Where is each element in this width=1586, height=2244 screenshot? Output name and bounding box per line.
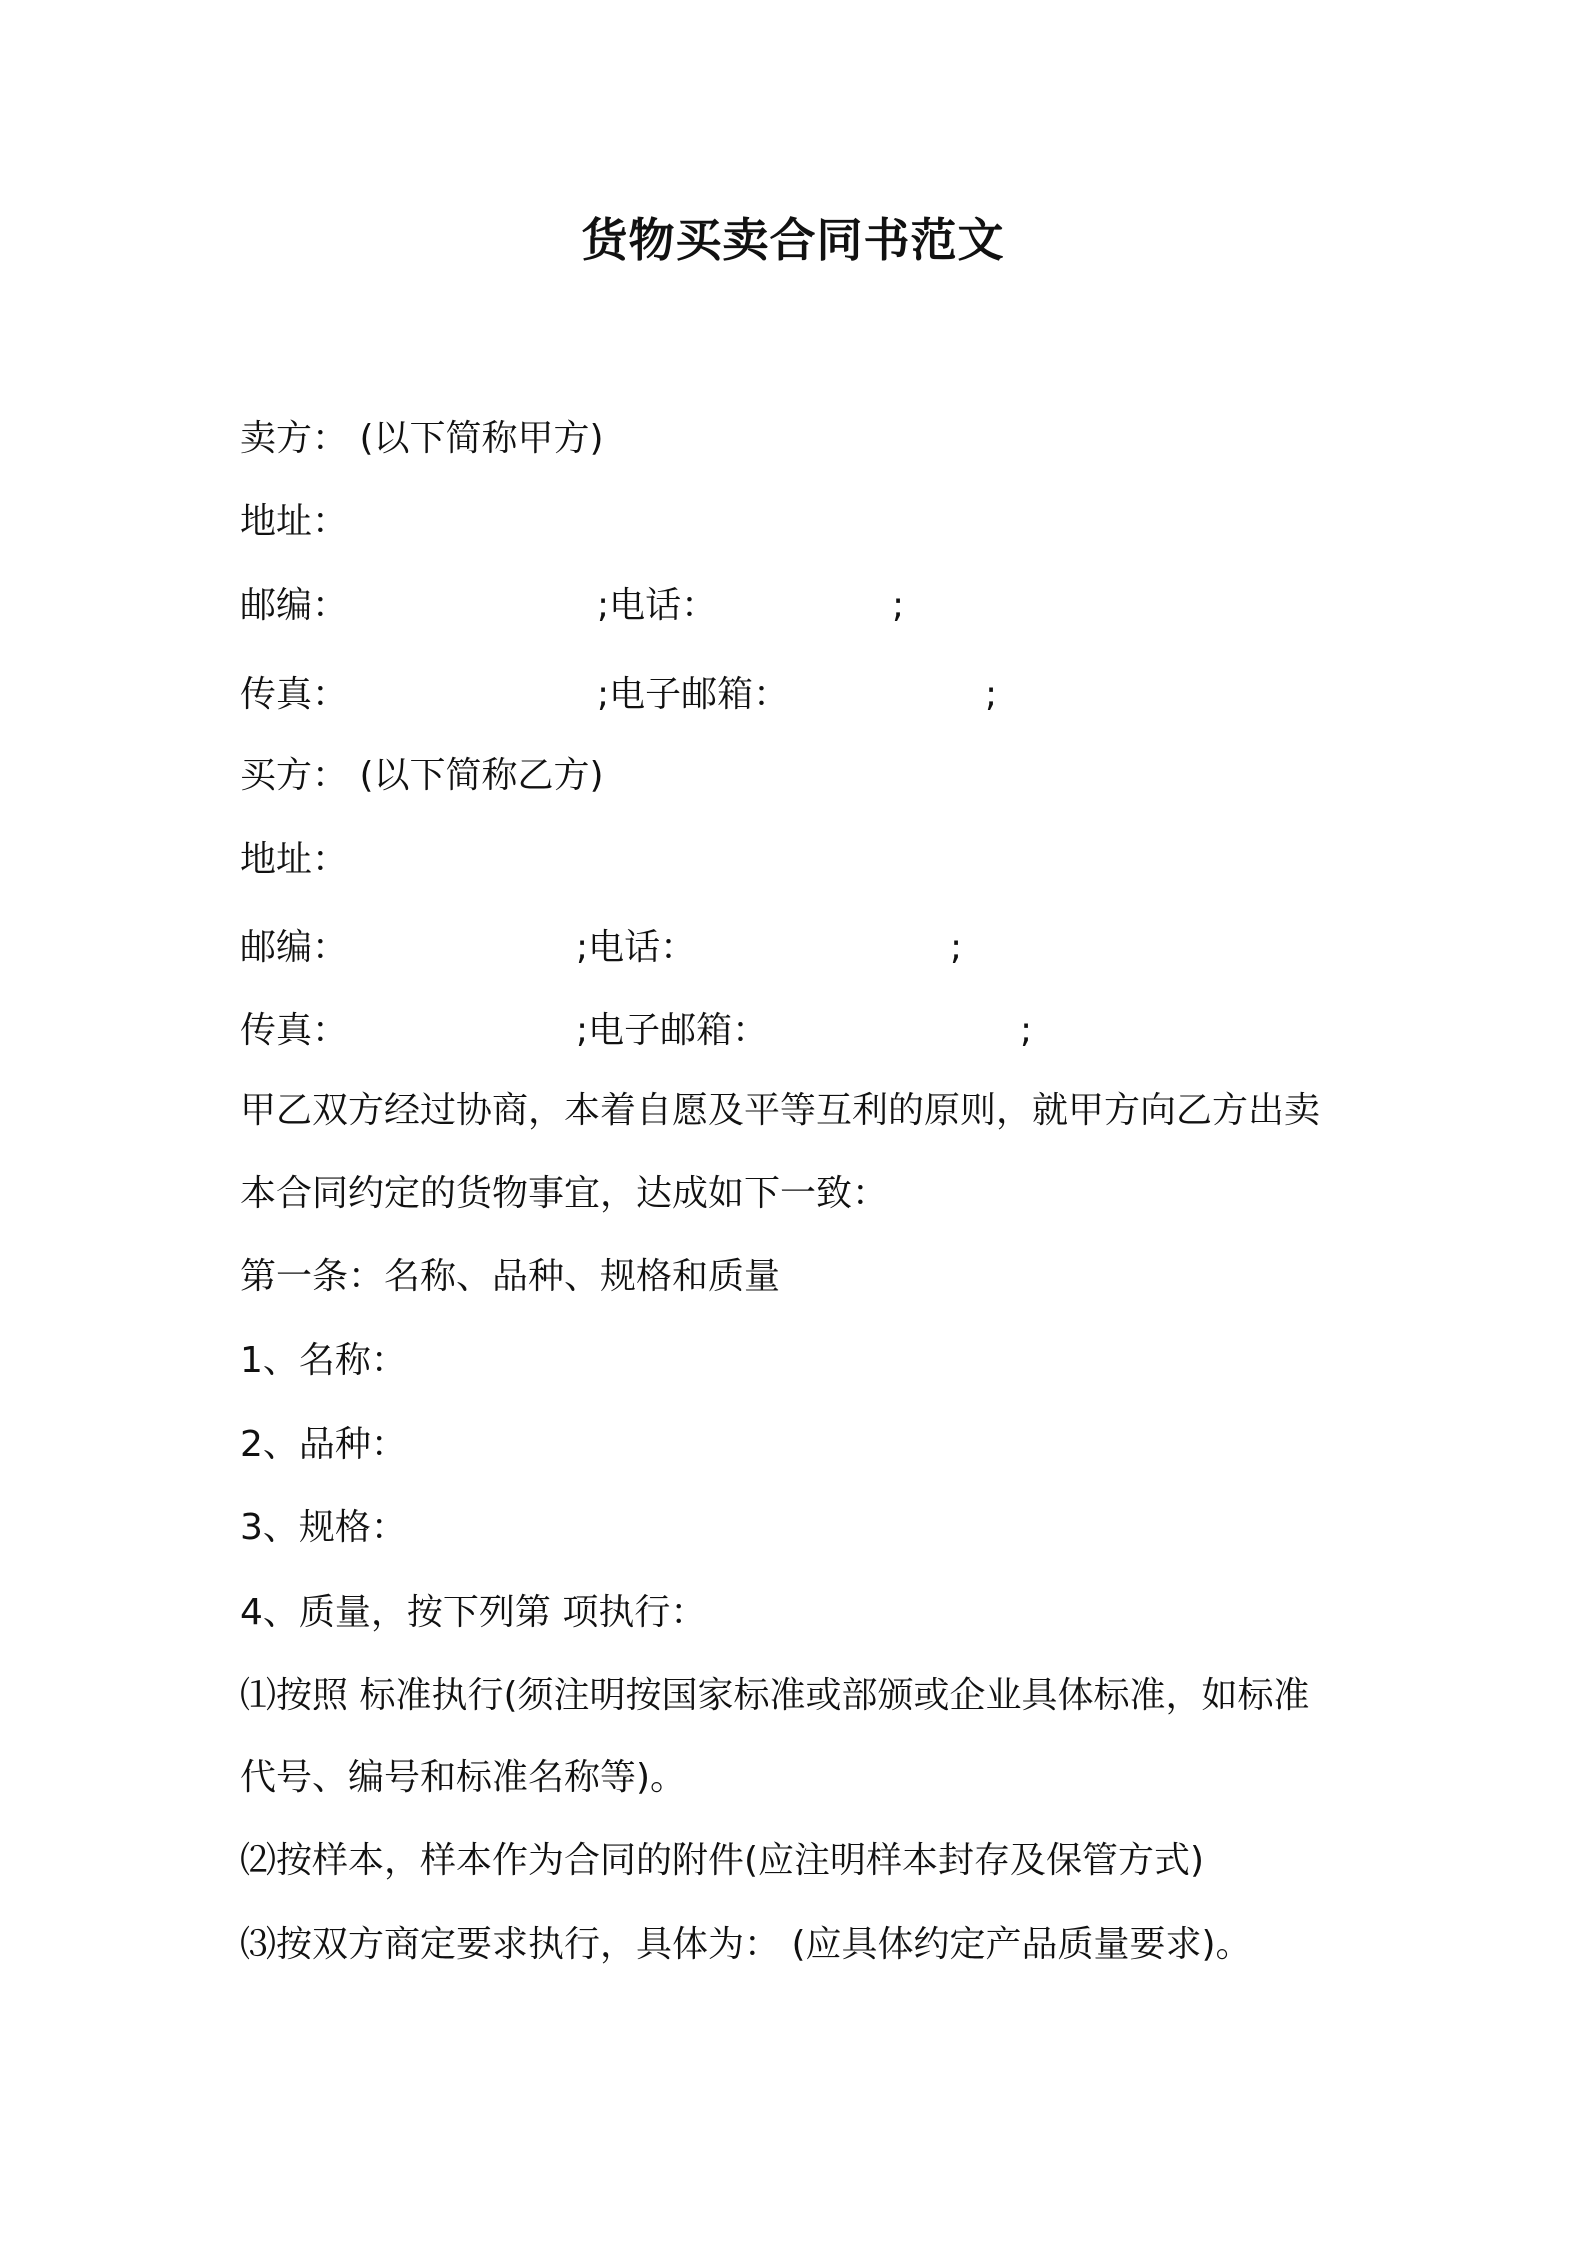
option-2: ⑵按样本，样本作为合同的附件(应注明样本封存及保管方式) [240,1840,1205,1881]
item-name: 1、名称： [240,1340,407,1381]
item-variety: 2、品种： [240,1424,407,1465]
seller-postcode-label: 邮编： [240,585,349,626]
seller-address-line: 地址： [240,501,349,542]
intro-line-1: 甲乙双方经过协商，本着自愿及平等互利的原则，就甲方向乙方出卖 [240,1090,1321,1131]
seller-phone-label: ;电话： [597,585,718,626]
buyer-email-end: ; [1020,1010,1033,1051]
buyer-fax-label: 传真： [240,1010,349,1051]
seller-phone-end: ; [892,585,905,626]
option-3: ⑶按双方商定要求执行，具体为： (应具体约定产品质量要求)。 [240,1924,1252,1965]
seller-fax-label: 传真： [240,674,349,715]
document-title: 货物买卖合同书范文 [581,213,1005,267]
seller-email-label: ;电子邮箱： [597,674,790,715]
buyer-email-label: ;电子邮箱： [576,1010,769,1051]
buyer-postcode-label: 邮编： [240,927,349,968]
buyer-phone-end: ; [950,927,963,968]
item-quality: 4、质量，按下列第 项执行： [240,1592,707,1633]
seller-email-end: ; [985,674,998,715]
seller-party-line: 卖方： (以下简称甲方) [240,418,604,459]
buyer-address-line: 地址： [240,839,349,880]
option-1-line-1: ⑴按照 标准执行(须注明按国家标准或部颁或企业具体标准，如标准 [240,1675,1310,1716]
intro-line-2: 本合同约定的货物事宜，达成如下一致： [240,1173,889,1214]
buyer-phone-label: ;电话： [576,927,697,968]
buyer-party-line: 买方： (以下简称乙方) [240,755,604,796]
item-spec: 3、规格： [240,1507,407,1548]
article-1-heading: 第一条：名称、品种、规格和质量 [240,1256,781,1297]
option-1-line-2: 代号、编号和标准名称等)。 [240,1757,687,1798]
